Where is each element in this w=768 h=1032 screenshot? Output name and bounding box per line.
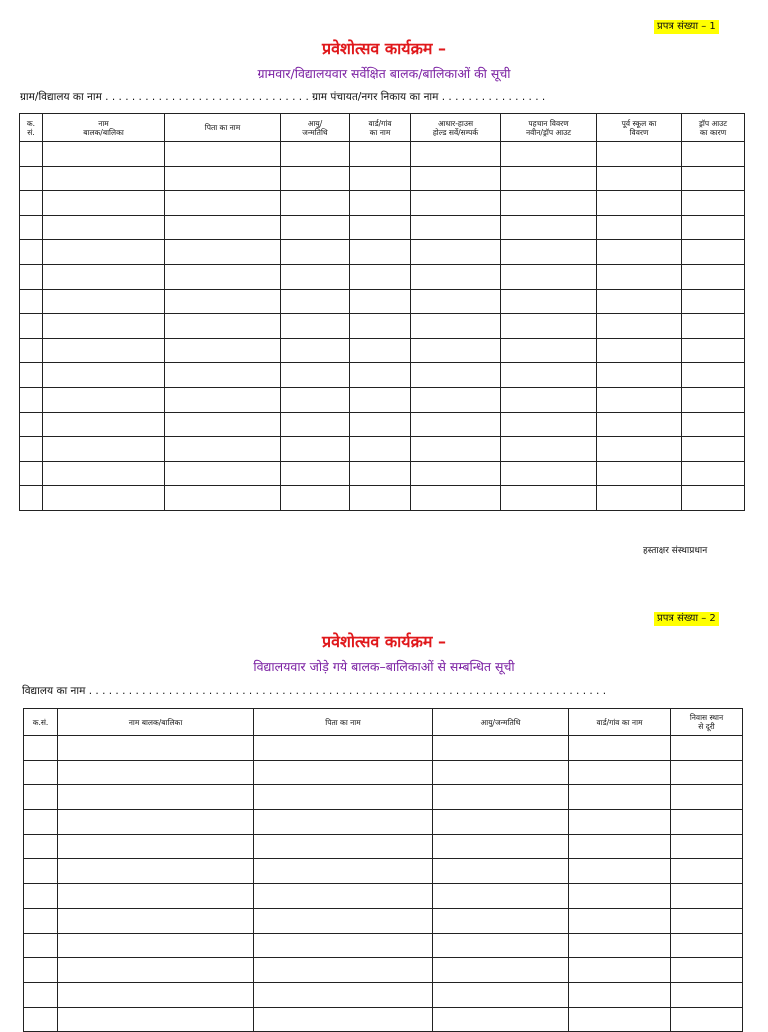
form2-table-cell[interactable] [671,908,743,933]
form1-table-cell[interactable] [165,240,281,265]
form1-table-cell[interactable] [597,338,682,363]
form2-table-cell[interactable] [58,736,254,761]
form1-table-cell[interactable] [43,412,165,437]
form2-table-cell[interactable] [254,1007,433,1032]
form2-table-cell[interactable] [569,736,671,761]
form2-table-cell[interactable] [671,1007,743,1032]
form2-table-cell[interactable] [433,1007,569,1032]
form2-table-cell[interactable] [569,982,671,1007]
form1-table-cell[interactable] [682,289,745,314]
form1-table-cell[interactable] [43,387,165,412]
form1-col-serial: क. सं. [20,114,43,142]
form1-table-row [20,314,745,339]
form2-table-row [24,958,743,983]
form1-table-cell[interactable] [597,191,682,216]
form1-table-cell[interactable] [20,461,43,486]
form1-table-cell[interactable] [501,437,597,462]
form2-table-cell[interactable] [569,908,671,933]
form1-table-row [20,264,745,289]
form1-table-cell[interactable] [411,142,501,167]
form2-table-cell[interactable] [254,785,433,810]
form1-table-cell[interactable] [350,338,411,363]
form1-table-row [20,240,745,265]
form1-title: प्रवेशोत्सव कार्यक्रम – [321,39,447,58]
form2-table-cell[interactable] [24,785,58,810]
form2-table-cell[interactable] [671,958,743,983]
form1-table-row [20,486,745,511]
form2-table-cell[interactable] [58,760,254,785]
form2-table-cell[interactable] [433,933,569,958]
form1-table-cell[interactable] [165,191,281,216]
form1-table-row [20,142,745,167]
form2-table-cell[interactable] [433,908,569,933]
form1-subtitle: ग्रामवार/विद्यालयवार सर्वेक्षित बालक/बालिकाओं की सूची [257,66,511,81]
form1-table-cell[interactable] [501,314,597,339]
form2-table-cell[interactable] [254,810,433,835]
form2-table-row [24,859,743,884]
form1-table-cell[interactable] [501,387,597,412]
form1-table-cell[interactable] [43,191,165,216]
form2-table-cell[interactable] [24,884,58,909]
form1-col-age: आयु/ जन्मतिथि [281,114,350,142]
form2-table-cell[interactable] [24,958,58,983]
form2-table-cell[interactable] [433,736,569,761]
form2-table-cell[interactable] [58,785,254,810]
form2-table-row [24,736,743,761]
form2-table-cell[interactable] [24,1007,58,1032]
form1-table-cell[interactable] [501,363,597,388]
form1-table-cell[interactable] [411,264,501,289]
form1-table-cell[interactable] [682,166,745,191]
form2-table-cell[interactable] [24,760,58,785]
form2-table [23,708,743,1032]
form2-table-row [24,810,743,835]
form1-table-cell[interactable] [43,314,165,339]
form1-table-cell[interactable] [350,412,411,437]
form1-table-cell[interactable] [411,437,501,462]
form2-table-cell[interactable] [24,736,58,761]
form1-table-cell[interactable] [20,142,43,167]
form2-table-cell[interactable] [254,859,433,884]
form1-table-row [20,215,745,240]
form2-table-cell[interactable] [58,958,254,983]
form1-table-cell[interactable] [501,215,597,240]
form1-table-cell[interactable] [281,486,350,511]
form1-table-cell[interactable] [597,363,682,388]
form1-table-cell[interactable] [350,387,411,412]
form1-table-cell[interactable] [281,240,350,265]
form1-table-cell[interactable] [597,486,682,511]
form1-table-cell[interactable] [165,264,281,289]
form2-table-cell[interactable] [433,884,569,909]
form2-table-cell[interactable] [433,785,569,810]
form1-table-cell[interactable] [411,338,501,363]
form1-table-cell[interactable] [597,437,682,462]
form2-table-row [24,834,743,859]
form2-table-cell[interactable] [569,933,671,958]
form1-table-cell[interactable] [20,264,43,289]
form2-table-cell[interactable] [569,760,671,785]
form2-table-cell[interactable] [24,859,58,884]
form1-table-row [20,166,745,191]
form2-table-cell[interactable] [254,760,433,785]
form1-table-cell[interactable] [597,264,682,289]
form1-table-cell[interactable] [20,240,43,265]
form2-table-cell[interactable] [569,859,671,884]
form1-table-cell[interactable] [350,166,411,191]
form1-table-cell[interactable] [281,338,350,363]
form1-table-cell[interactable] [20,215,43,240]
form1-table-cell[interactable] [281,412,350,437]
form1-table-cell[interactable] [501,240,597,265]
form1-table-cell[interactable] [20,191,43,216]
form1-table-cell[interactable] [281,387,350,412]
form1-table-cell[interactable] [501,486,597,511]
form1-table-cell[interactable] [411,461,501,486]
form1-table-cell[interactable] [281,314,350,339]
form1-table-cell[interactable] [43,264,165,289]
form1-table-cell[interactable] [682,191,745,216]
form1-table-cell[interactable] [411,314,501,339]
form1-table-cell[interactable] [43,437,165,462]
form1-table-row [20,387,745,412]
form1-table-cell[interactable] [682,142,745,167]
form1-table-cell[interactable] [165,412,281,437]
form2-table-cell[interactable] [569,884,671,909]
form2-col-serial: क.सं. [24,709,58,736]
form2-table-cell[interactable] [433,834,569,859]
form2-table-cell[interactable] [433,982,569,1007]
form1-table-cell[interactable] [20,486,43,511]
form2-table-row [24,908,743,933]
form1-table-cell[interactable] [20,166,43,191]
form1-signature: हस्ताक्षर संस्थाप्रधान [643,546,708,556]
form1-table-cell[interactable] [43,461,165,486]
form2-table-cell[interactable] [671,884,743,909]
form2-col-age: आयु/जन्मतिथि [433,709,569,736]
form1-table-cell[interactable] [350,363,411,388]
form2-table-row [24,1007,743,1032]
form2-table-cell[interactable] [58,982,254,1007]
form1-table-cell[interactable] [43,363,165,388]
form1-table-cell[interactable] [350,486,411,511]
form2-col-ward: वार्ड/गांव का नाम [569,709,671,736]
form2-table-cell[interactable] [671,834,743,859]
form2-table-cell[interactable] [433,958,569,983]
form1-table-cell[interactable] [597,166,682,191]
form1-table-row [20,191,745,216]
form1-table-cell[interactable] [281,264,350,289]
form2-badge: प्रपत्र संख्या – 2 [654,612,719,626]
form1-table-cell[interactable] [597,461,682,486]
form1-table-cell[interactable] [43,486,165,511]
form1-table-cell[interactable] [597,387,682,412]
form1-table-cell[interactable] [165,215,281,240]
form2-table-cell[interactable] [671,933,743,958]
form1-table-cell[interactable] [501,461,597,486]
form2-table-cell[interactable] [254,884,433,909]
form1-table-cell[interactable] [501,264,597,289]
form1-table-cell[interactable] [281,191,350,216]
form1-table-cell[interactable] [350,437,411,462]
form1-table-cell[interactable] [20,314,43,339]
form1-table-cell[interactable] [411,387,501,412]
form1-table-cell[interactable] [350,461,411,486]
form2-table-cell[interactable] [254,736,433,761]
form1-table-cell[interactable] [501,289,597,314]
form1-table-cell[interactable] [350,215,411,240]
form1-table-row [20,289,745,314]
form1-table-cell[interactable] [43,215,165,240]
form2-table-row [24,884,743,909]
form2-table-cell[interactable] [671,785,743,810]
form1-table [19,113,745,511]
form2-table-cell[interactable] [24,810,58,835]
form1-table-cell[interactable] [281,363,350,388]
form1-table-cell[interactable] [682,437,745,462]
form2-table-cell[interactable] [58,810,254,835]
form2-header-row [24,709,743,736]
form1-col-ward: वार्ड/गांव का नाम [350,114,411,142]
form1-table-cell[interactable] [20,412,43,437]
form1-table-cell[interactable] [350,289,411,314]
form1-table-cell[interactable] [43,142,165,167]
form1-table-cell[interactable] [411,166,501,191]
form1-table-cell[interactable] [411,363,501,388]
form1-table-cell[interactable] [501,412,597,437]
form1-table-cell[interactable] [165,142,281,167]
form1-table-cell[interactable] [165,486,281,511]
form1-table-cell[interactable] [20,363,43,388]
form1-table-cell[interactable] [43,338,165,363]
form1-table-cell[interactable] [597,142,682,167]
form2-table-cell[interactable] [58,933,254,958]
form2-table-cell[interactable] [433,859,569,884]
form1-col-dropout-reason: ड्रॉप आउट का कारण [682,114,745,142]
form2-table-row [24,933,743,958]
form1-table-cell[interactable] [281,166,350,191]
form1-table-cell[interactable] [682,240,745,265]
form1-table-cell[interactable] [350,314,411,339]
form1-col-name: नाम बालक/बालिका [43,114,165,142]
form2-table-cell[interactable] [24,982,58,1007]
form2-col-father: पिता का नाम [254,709,433,736]
form2-col-distance: निवास स्थान से दूरी [671,709,743,736]
form1-table-cell[interactable] [501,166,597,191]
form1-table-cell[interactable] [411,191,501,216]
form1-table-cell[interactable] [682,363,745,388]
form2-table-cell[interactable] [569,834,671,859]
form2-table-cell[interactable] [569,785,671,810]
form1-table-cell[interactable] [350,264,411,289]
form1-table-row [20,363,745,388]
form2-table-cell[interactable] [58,884,254,909]
form2-table-row [24,982,743,1007]
form2-table-cell[interactable] [671,810,743,835]
form1-col-prev-school: पूर्व स्कूल का विवरण [597,114,682,142]
form2-table-cell[interactable] [58,908,254,933]
form1-table-cell[interactable] [20,387,43,412]
form1-table-cell[interactable] [597,314,682,339]
form2-table-row [24,785,743,810]
form2-table-cell[interactable] [433,760,569,785]
form1-table-cell[interactable] [411,215,501,240]
form1-col-father: पिता का नाम [165,114,281,142]
form1-table-cell[interactable] [165,314,281,339]
form1-table-cell[interactable] [682,387,745,412]
form1-col-identity: पहचान विवरण नवीन/ड्रॉप आउट [501,114,597,142]
form1-table-cell[interactable] [682,314,745,339]
form1-table-cell[interactable] [165,461,281,486]
form1-table-cell[interactable] [682,461,745,486]
form1-table-cell[interactable] [281,461,350,486]
form2-table-cell[interactable] [569,958,671,983]
form1-table-cell[interactable] [43,240,165,265]
form1-table-cell[interactable] [20,437,43,462]
form1-table-cell[interactable] [165,166,281,191]
form1-table-row [20,412,745,437]
form2-table-row [24,760,743,785]
form1-table-cell[interactable] [43,289,165,314]
form1-table-cell[interactable] [682,264,745,289]
form1-table-row [20,437,745,462]
form1-table-cell[interactable] [411,289,501,314]
form2-table-cell[interactable] [671,982,743,1007]
form1-table-cell[interactable] [597,240,682,265]
form2-table-cell[interactable] [671,736,743,761]
form2-table-cell[interactable] [24,933,58,958]
form2-title: प्रवेशोत्सव कार्यक्रम – [321,632,447,651]
form1-table-cell[interactable] [411,240,501,265]
form1-table-cell[interactable] [165,338,281,363]
form2-table-cell[interactable] [671,859,743,884]
form2-fields-line: विद्यालय का नाम . . . . . . . . . . . . . . . . . . . . . . . . . . . . . . . . . . . . . . . . . . . . . . . . . . . . . . . . . . . . . . . . . . . . . . . . . . . . . . [22,685,607,697]
form1-table-cell[interactable] [682,412,745,437]
form1-table-cell[interactable] [281,215,350,240]
form1-table-cell[interactable] [165,387,281,412]
form2-table-cell[interactable] [433,810,569,835]
form1-header-row [20,114,745,142]
form2-table-cell[interactable] [254,933,433,958]
form2-table-cell[interactable] [58,834,254,859]
form1-badge: प्रपत्र संख्या – 1 [654,20,719,34]
form1-table-cell[interactable] [281,437,350,462]
form1-table-cell[interactable] [501,338,597,363]
form1-table-cell[interactable] [411,412,501,437]
form2-table-cell[interactable] [24,908,58,933]
form1-table-cell[interactable] [682,215,745,240]
form2-subtitle: विद्यालयवार जोड़े गये बालक–बालिकाओं से सम्बन्धित सूची [253,659,515,674]
form2-table-cell[interactable] [24,834,58,859]
form1-table-cell[interactable] [350,240,411,265]
form2-table-cell[interactable] [254,834,433,859]
form1-table-row [20,461,745,486]
form1-table-cell[interactable] [281,142,350,167]
form2-table-cell[interactable] [569,810,671,835]
form2-table-cell[interactable] [58,859,254,884]
form1-table-row [20,338,745,363]
form1-table-cell[interactable] [501,191,597,216]
form2-table-cell[interactable] [671,760,743,785]
form1-table-cell[interactable] [682,338,745,363]
form1-table-cell[interactable] [597,412,682,437]
form1-table-cell[interactable] [597,289,682,314]
form1-table-cell[interactable] [682,486,745,511]
form1-table-cell[interactable] [501,142,597,167]
form1-col-aadhaar: आधार-हाउस होल्ड सर्वे/सम्पर्क [411,114,501,142]
form1-fields-line: ग्राम/विद्यालय का नाम . . . . . . . . . . . . . . . . . . . . . . . . . . . . . . . ग्राम पंचायत/नगर निकाय का नाम . . . . . . . . . . . . . . . . [20,91,546,103]
form1-table-cell[interactable] [43,166,165,191]
form1-table-cell[interactable] [597,215,682,240]
form1-table-cell[interactable] [165,289,281,314]
form2-table-cell[interactable] [254,908,433,933]
form2-col-name: नाम बालक/बालिका [58,709,254,736]
form2-table-cell[interactable] [254,982,433,1007]
form1-table-cell[interactable] [165,437,281,462]
form1-table-cell[interactable] [411,486,501,511]
form1-table-cell[interactable] [350,191,411,216]
form2-table-cell[interactable] [254,958,433,983]
form1-table-cell[interactable] [281,289,350,314]
form1-table-cell[interactable] [20,338,43,363]
form2-table-cell[interactable] [58,1007,254,1032]
form1-table-cell[interactable] [350,142,411,167]
form2-table-cell[interactable] [569,1007,671,1032]
form1-table-cell[interactable] [165,363,281,388]
form1-table-cell[interactable] [20,289,43,314]
